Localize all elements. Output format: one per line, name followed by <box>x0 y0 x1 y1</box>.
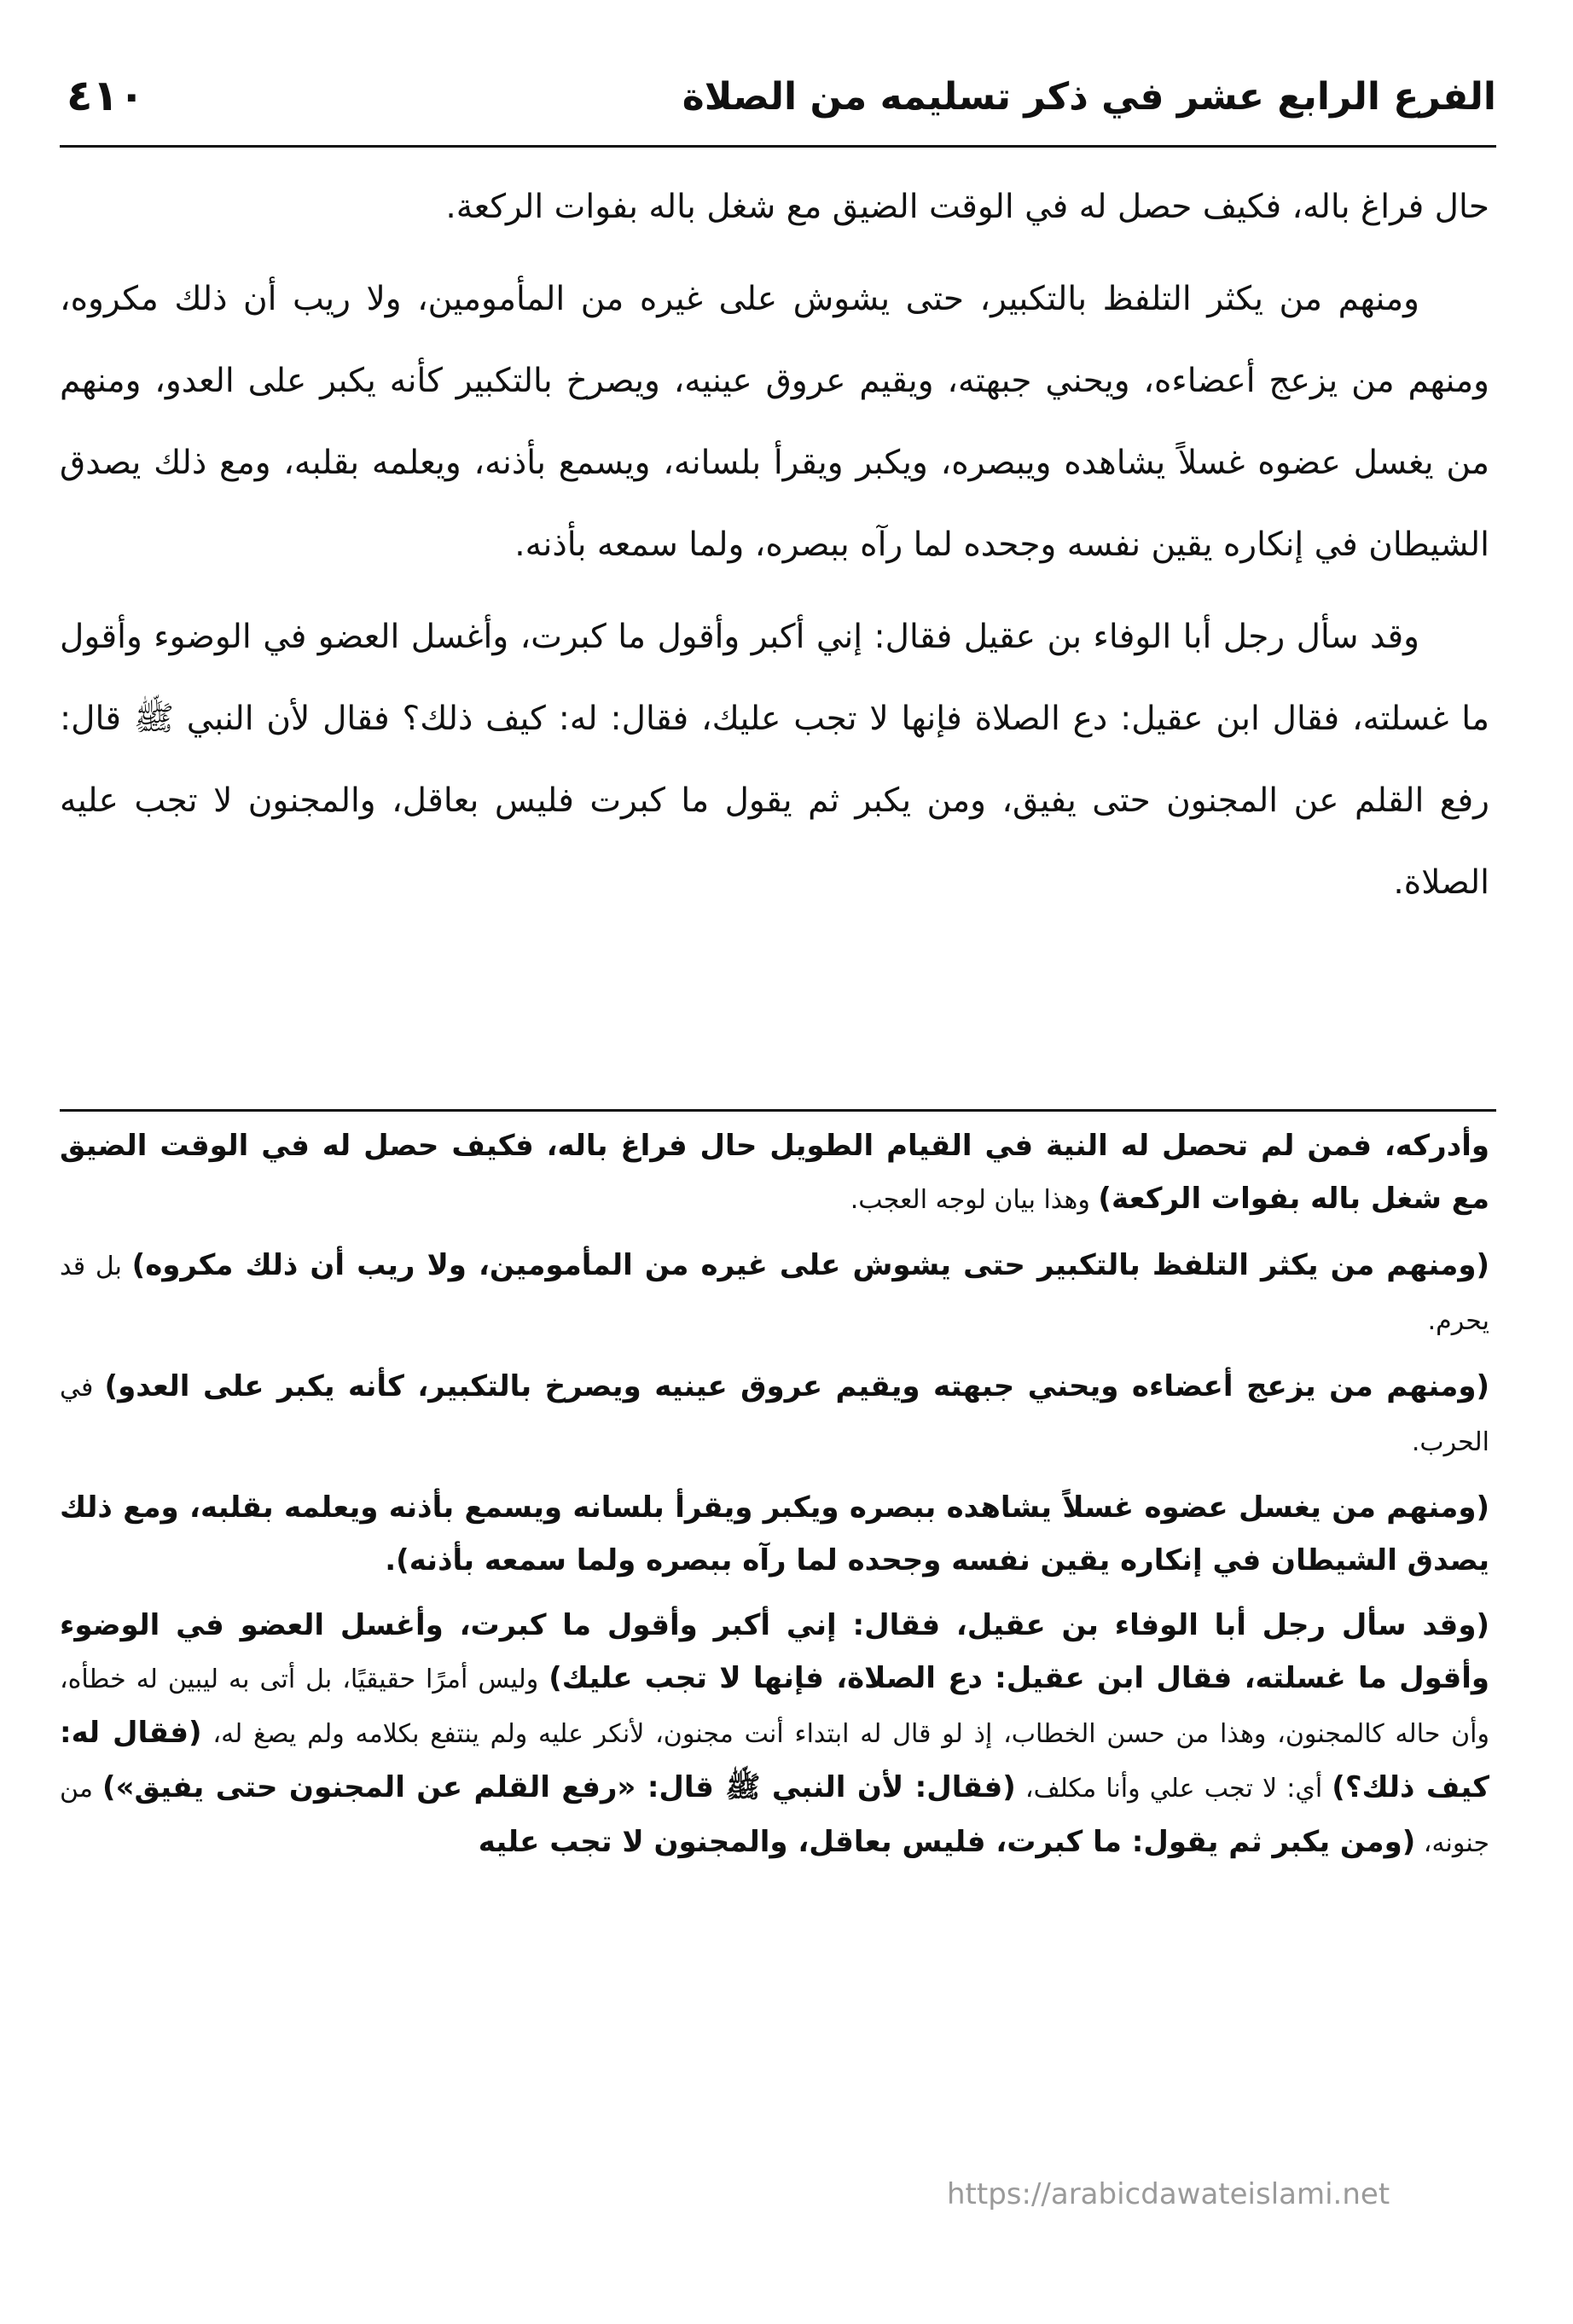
page-header <box>60 61 1496 140</box>
commentary-divider <box>60 1109 1496 1112</box>
commentary-quote: وأدركه، فمن لم تحصل له النية في القيام الطويل حال فراغ باله، فكيف حصل له في الوقت الضيق مع شغل باله بفوات الركعة) <box>60 1129 1489 1216</box>
commentary-quote: (ومنهم من يكثر التلفظ بالتكبير حتى يشوش على غيره من المأمومين، ولا ريب أن ذلك مكروه) <box>131 1248 1490 1282</box>
commentary-gloss: من جنونه، <box>60 1774 1489 1858</box>
website-watermark: https://arabicdawateislami.net <box>947 2177 1390 2211</box>
main-paragraph-1: حال فراغ باله، فكيف حصل له في الوقت الضيق مع شغل باله بفوات الركعة. <box>445 188 1489 226</box>
commentary-quote: (فقال له: كيف ذلك؟) <box>60 1716 1489 1804</box>
commentary-paragraph-3 <box>60 1360 1489 1469</box>
commentary-quote: (ومنهم من يزعج أعضاءه ويحني جبهته ويقيم عروق عينيه ويصرخ بالتكبير، كأنه يكبر على العدو) <box>104 1369 1489 1403</box>
commentary-gloss: في الحرب. <box>60 1373 1489 1457</box>
commentary-body <box>60 1119 1489 1882</box>
commentary-paragraph-2 <box>60 1239 1489 1348</box>
commentary-quote: (وقد سأل رجل أبا الوفاء بن عقيل، فقال: إني أكبر وأقول ما كبرت، وأغسل العضو في الوضوء وأقول ما غسلته، فقال ابن عقيل: دع الصلاة، فإنها لا تجب عليك) <box>60 1608 1490 1695</box>
commentary-quote: (فقال: لأن النبي ﷺ قال: «رفع القلم عن المجنون حتى يفيق») <box>102 1770 1016 1804</box>
commentary-paragraph-1 <box>60 1119 1489 1227</box>
commentary-quote: (ومن يكبر ثم يقول: ما كبرت، فليس بعاقل، والمجنون لا تجب عليه <box>478 1825 1416 1859</box>
chapter-title: الفرع الرابع عشر في ذكر تسليمه من الصلاة <box>682 75 1496 119</box>
commentary-paragraph-4 <box>60 1481 1489 1587</box>
commentary-gloss: وليس أمرًا حقيقيًا، بل أتى به ليبين له خطأه، وأن حاله كالمجنون، وهذا من حسن الخطاب، إذ لو قال له ابتداء أنت مجنون، لأنكر عليه ولم ينتفع بكلامه ولم يصغ له، <box>60 1665 1490 1749</box>
main-paragraph-3: وقد سأل رجل أبا الوفاء بن عقيل فقال: إني أكبر وأقول ما كبرت، وأغسل العضو في الوضوء وأقول ما غسلته، فقال ابن عقيل: دع الصلاة فإنها لا تجب عليك، فقال: له: كيف ذلك؟ فقال لأن النبي ﷺ قال: رفع القلم عن المجنون حتى يفيق، ومن يكبر ثم يقول ما كبرت فليس بعاقل، والمجنون لا تجب عليه الصلاة. <box>60 618 1489 902</box>
commentary-gloss: وهذا بيان لوجه العجب. <box>850 1185 1099 1215</box>
commentary-gloss: بل قد يحرم. <box>60 1252 1489 1336</box>
commentary-gloss: أي: لا تجب علي وأنا مكلف، <box>1015 1774 1332 1804</box>
header-divider <box>60 145 1496 148</box>
main-paragraph-2: ومنهم من يكثر التلفظ بالتكبير، حتى يشوش على غيره من المأمومين، ولا ريب أن ذلك مكروه، ومنهم من يزعج أعضاءه، ويحني جبهته، ويقيم عروق عينيه، ويصرخ بالتكبير كأنه يكبر على العدو، ومنهم من يغسل عضوه غسلاً يشاهده ويبصره، ويكبر ويقرأ بلسانه، ويسمع بأذنه، ويعلمه بقلبه، ومع ذلك يصدق الشيطان في إنكاره يقين نفسه وجحده لما رآه ببصره، ولما سمعه بأذنه. <box>60 280 1489 564</box>
commentary-quote: (ومنهم من يغسل عضوه غسلاً يشاهده ببصره ويكبر ويقرأ بلسانه ويسمع بأذنه ويعلمه بقلبه، ومع ذلك يصدق الشيطان في إنكاره يقين نفسه وجحده لما رآه ببصره ولما سمعه بأذنه). <box>60 1490 1489 1577</box>
commentary-paragraph-5 <box>60 1599 1489 1870</box>
main-text-body <box>60 166 1489 934</box>
page-number: ٤١٠ <box>67 71 145 120</box>
